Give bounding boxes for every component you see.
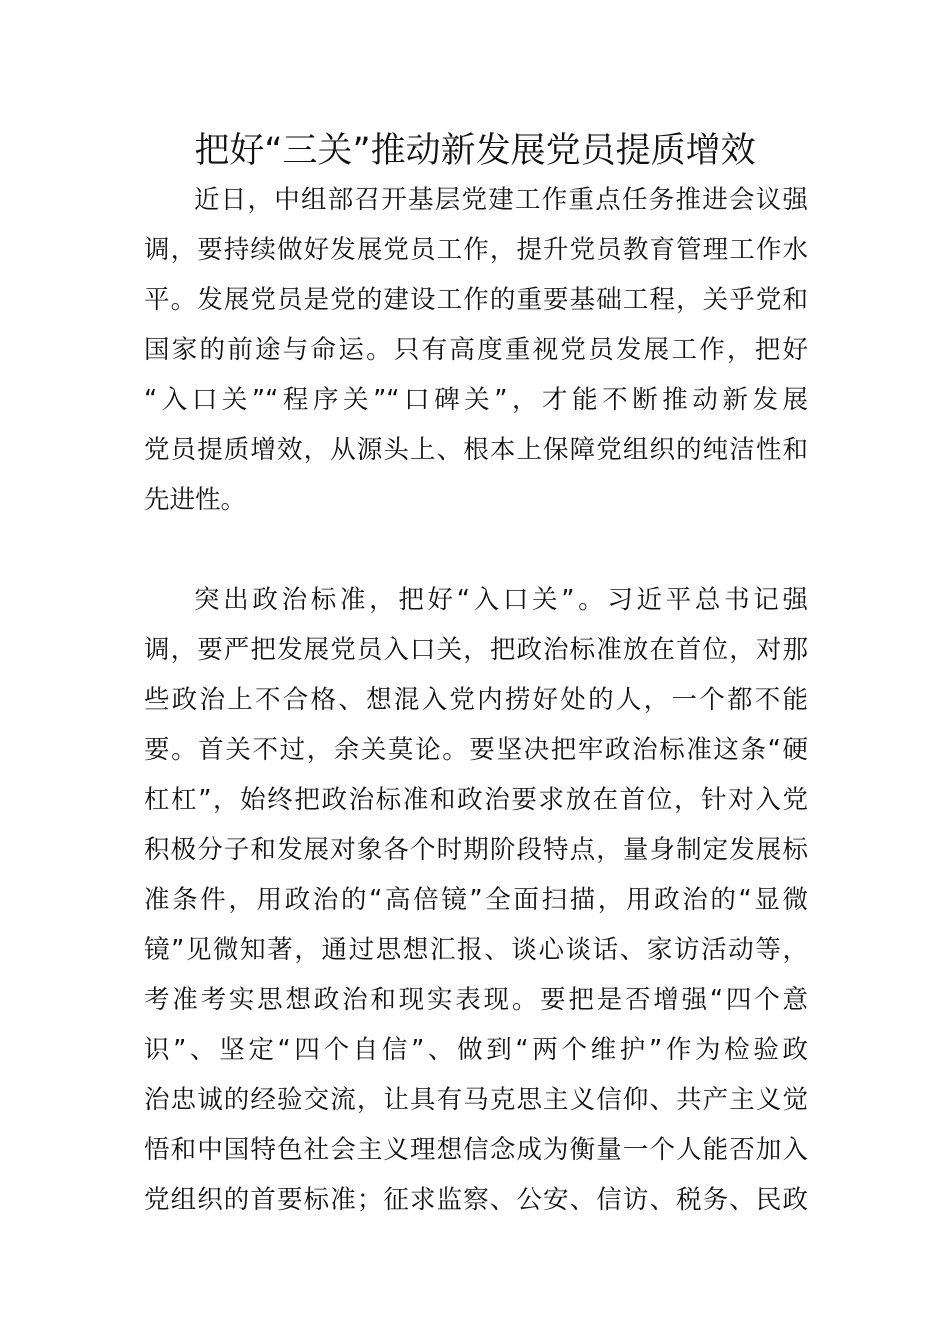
paragraph-line: “入口关”“程序关”“口碑关”，才能不断推动新发展 <box>144 385 808 415</box>
paragraph-line: 考准考实思想政治和现实表现。要把是否增强“四个意 <box>144 985 808 1015</box>
paragraph-line: 准条件，用政治的“高倍镜”全面扫描，用政治的“显微 <box>144 885 808 915</box>
paragraph-line: 调，要严把发展党员入口关，把政治标准放在首位，对那 <box>144 635 808 665</box>
paragraph-line: 调，要持续做好发展党员工作，提升党员教育管理工作水 <box>144 235 808 265</box>
paragraph-line: 悟和中国特色社会主义理想信念成为衡量一个人能否加入 <box>144 1135 808 1165</box>
paragraph-line: 近日，中组部召开基层党建工作重点任务推进会议强 <box>194 185 808 215</box>
paragraph-line: 国家的前途与命运。只有高度重视党员发展工作，把好 <box>144 335 808 365</box>
paragraph-line: 党员提质增效，从源头上、根本上保障党组织的纯洁性和 <box>144 435 808 465</box>
paragraph-line: 识”、坚定“四个自信”、做到“两个维护”作为检验政 <box>144 1035 808 1065</box>
paragraph-line: 突出政治标准，把好“入口关”。习近平总书记强 <box>194 585 808 615</box>
paragraph-line: 要。首关不过，余关莫论。要坚决把牢政治标准这条“硬 <box>144 735 808 765</box>
paragraph-line: 杠杠”，始终把政治标准和政治要求放在首位，针对入党 <box>144 785 808 815</box>
paragraph-line: 治忠诚的经验交流，让具有马克思主义信仰、共产主义觉 <box>144 1085 808 1115</box>
document-title: 把好“三关”推动新发展党员提质增效 <box>194 131 756 171</box>
paragraph-line: 平。发展党员是党的建设工作的重要基础工程，关乎党和 <box>144 285 808 315</box>
paragraph-line: 些政治上不合格、想混入党内捞好处的人，一个都不能 <box>144 685 808 715</box>
paragraph-line: 镜”见微知著，通过思想汇报、谈心谈话、家访活动等， <box>144 935 808 965</box>
paragraph-line: 党组织的首要标准；征求监察、公安、信访、税务、民政 <box>144 1185 808 1215</box>
paragraph-line: 积极分子和发展对象各个时期阶段特点，量身制定发展标 <box>144 835 808 865</box>
paragraph-line: 先进性。 <box>144 485 247 515</box>
